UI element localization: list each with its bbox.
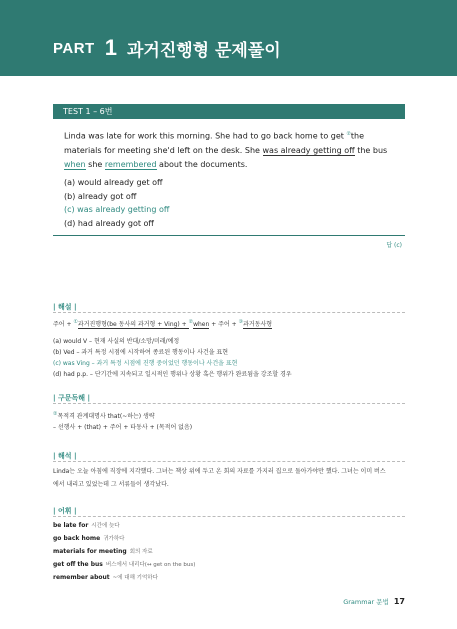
question-seg: the bus bbox=[354, 145, 388, 155]
structure-line-1 bbox=[53, 409, 155, 422]
formula-seg: when bbox=[193, 321, 210, 328]
formula-seg: 과거진행형(be 동사의 과거형 + Ving) + bbox=[77, 321, 189, 328]
explanation-line-c: (c) was Ving – 과거 특정 시점에 진행 중이었던 행동이나 사건을 표현 bbox=[53, 360, 238, 367]
answer-label: 답 (c) bbox=[386, 242, 402, 249]
vocab-term: remember about bbox=[53, 574, 110, 581]
vocab-item bbox=[53, 572, 158, 584]
section-divider bbox=[53, 461, 405, 462]
vocab-gloss: 회의 자료 bbox=[129, 549, 153, 555]
vocab-term: go back home bbox=[53, 535, 101, 542]
question-blank-underlined: was already getting off bbox=[262, 145, 355, 155]
section-divider bbox=[53, 516, 405, 517]
explanation-line-d: (d) had p.p. – 단기간에 지속되고 일시적인 행위나 상황 혹은 행위가 완료됨을 강조할 경우 bbox=[53, 371, 292, 378]
question-remembered: remembered bbox=[104, 159, 157, 169]
part-word: PART bbox=[53, 39, 95, 57]
vocab-term: materials for meeting bbox=[53, 548, 127, 555]
part-number: 1 bbox=[104, 35, 117, 60]
question-seg: about the documents. bbox=[156, 159, 248, 169]
footer-section: Grammar 문법 bbox=[343, 598, 389, 606]
explanation-label: | 해설 | bbox=[53, 303, 77, 311]
explanation-line-a: (a) would V – 현재 사실의 반대/소망/미래/예정 bbox=[53, 338, 180, 345]
vocab-gloss: ~에 대해 기억하다 bbox=[112, 575, 158, 581]
test-label: TEST 1 – 6번 bbox=[63, 107, 113, 116]
vocab-label: | 어휘 | bbox=[53, 507, 77, 515]
marker-sup: ③ bbox=[238, 319, 244, 325]
page-number: 17 bbox=[393, 597, 405, 606]
question-seg: she bbox=[85, 159, 105, 169]
marker-sup: ② bbox=[53, 411, 58, 417]
explanation-line-b: (b) Ved – 과거 특정 시점에 시작하여 종료된 행동이나 사건을 표현 bbox=[53, 349, 229, 356]
structure-text: 목적격 관계대명사 that(~하는) 생략 bbox=[57, 413, 155, 420]
part-heading bbox=[53, 36, 281, 60]
vocab-gloss: 시간에 늦다 bbox=[91, 523, 120, 529]
vocab-gloss: 귀가하다 bbox=[103, 536, 125, 542]
option-b: (b) already got off bbox=[64, 191, 137, 201]
vocab-gloss: 버스에서 내리다(↔ get on the bus) bbox=[105, 562, 196, 568]
translation-line-1: Linda는 오늘 아침에 직장에 지각했다. 그녀는 책상 위에 두고 온 회의 자료를 가지러 집으로 돌아가야만 했다. 그녀는 이미 버스 bbox=[53, 468, 386, 475]
marker-sup: ② bbox=[346, 131, 351, 137]
vocab-term: be late for bbox=[53, 522, 89, 529]
formula-seg: 과거동사형 bbox=[243, 321, 273, 328]
marker-sup: ① bbox=[73, 319, 78, 325]
page-footer bbox=[343, 597, 405, 606]
translation-line-2: 에서 내리고 있었는데 그 서류들이 생각났다. bbox=[53, 481, 169, 488]
explanation-formula bbox=[53, 317, 272, 330]
answer-options bbox=[64, 176, 169, 230]
option-a: (a) would already get off bbox=[64, 178, 163, 187]
vocab-item bbox=[53, 533, 124, 545]
question-seg: the materials for meeting she'd left on the desk. She bbox=[64, 131, 365, 155]
question-text bbox=[64, 127, 404, 172]
question-seg: Linda was late for work this morning. She had to go back home to get bbox=[64, 131, 347, 141]
marker-sup: ② bbox=[188, 319, 194, 325]
structure-line-2: – 선행사 + (that) + 주어 + 타동사 + (목적어 없음) bbox=[53, 424, 193, 431]
part-title: 과거진행형 문제풀이 bbox=[126, 40, 281, 61]
question-when: when bbox=[64, 159, 86, 169]
option-d: (d) had already got off bbox=[64, 218, 154, 228]
structure-label: | 구문독해 | bbox=[53, 394, 91, 402]
vocab-term: get off the bus bbox=[53, 561, 103, 568]
section-divider bbox=[53, 403, 405, 404]
translation-label: | 해석 | bbox=[53, 452, 77, 460]
test-label-bar bbox=[53, 104, 405, 119]
formula-seg: + 주어 + bbox=[209, 321, 239, 328]
vocab-item bbox=[53, 546, 153, 558]
formula-seg: 주어 + bbox=[53, 321, 74, 328]
vocab-item bbox=[53, 559, 195, 571]
section-divider bbox=[53, 312, 405, 313]
question-divider bbox=[53, 235, 405, 236]
vocab-item bbox=[53, 520, 120, 532]
option-c: (c) was already getting off bbox=[64, 205, 170, 214]
